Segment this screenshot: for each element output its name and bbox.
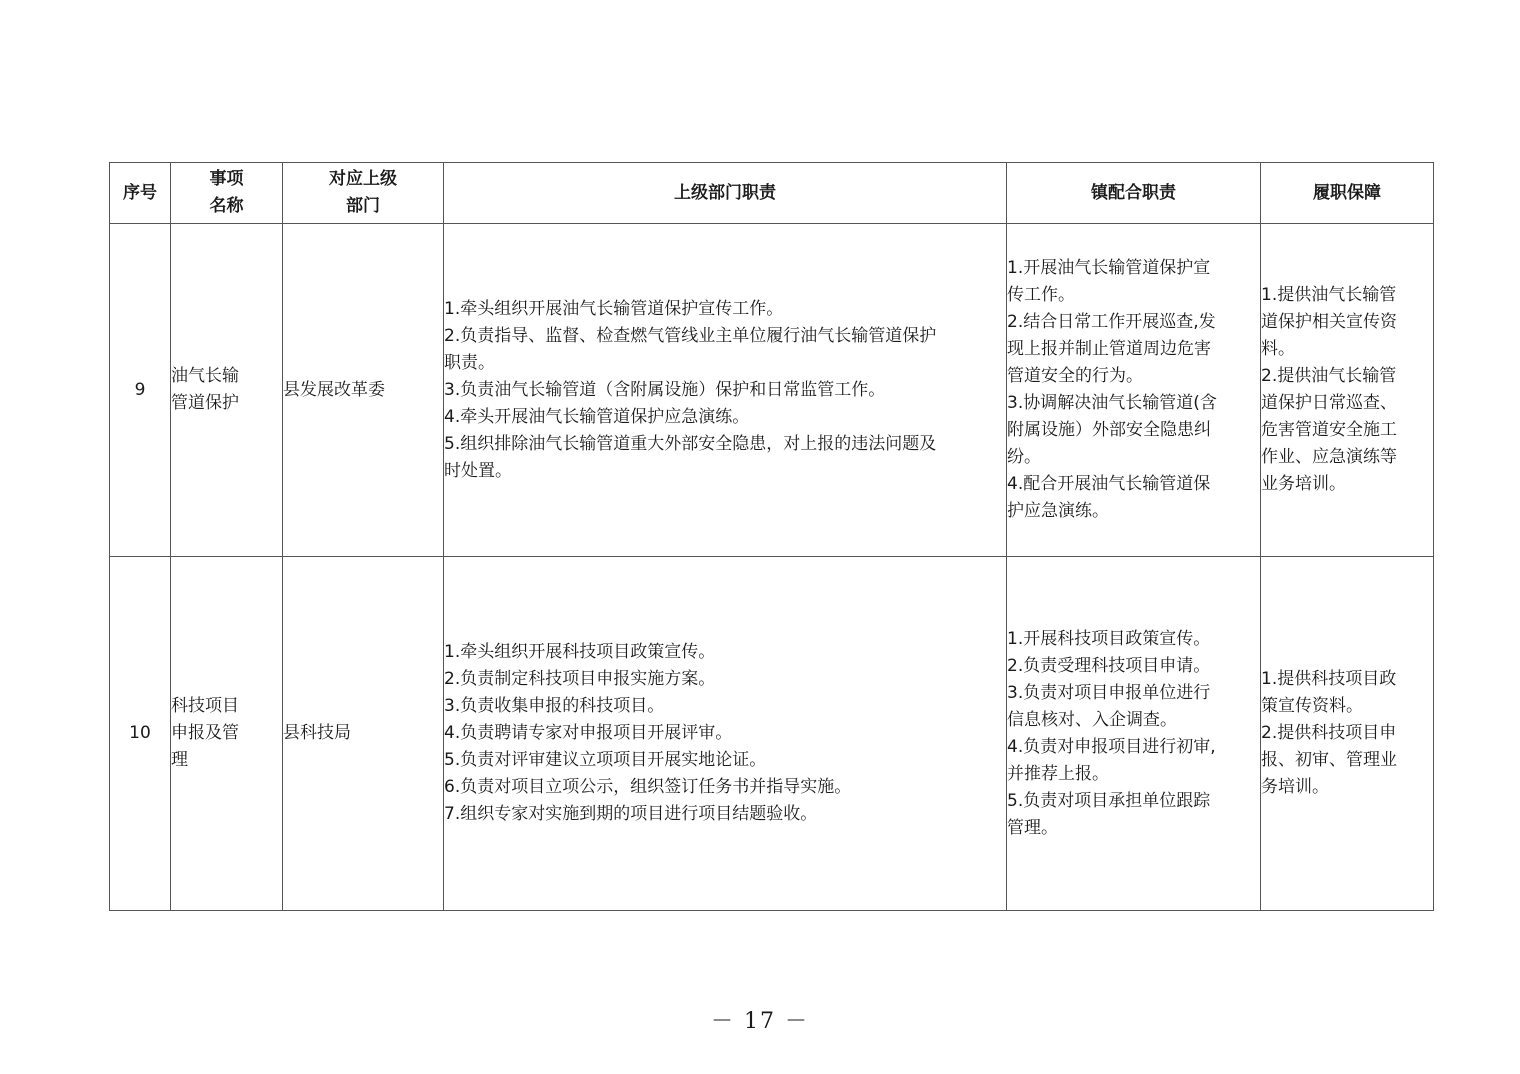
header-item-name-line: 名称 (209, 196, 244, 216)
duty-line: 2.提供科技项目申 (1261, 723, 1397, 743)
duty-line: 作业、应急演练等 (1261, 447, 1397, 467)
header-row (110, 163, 1434, 224)
item-name-line: 油气长输 (171, 366, 239, 386)
header-upper-dept (283, 163, 444, 224)
duty-line: 1.牵头组织开展油气长输管道保护宣传工作。 (444, 298, 784, 319)
header-guarantee: 履职保障 (1261, 163, 1434, 224)
duty-line: 策宣传资料。 (1261, 696, 1363, 716)
duty-line: 职责。 (444, 352, 495, 373)
duty-line: 料。 (1261, 339, 1295, 359)
duty-line: 2.负责受理科技项目申请。 (1007, 655, 1211, 676)
table-row (110, 557, 1434, 911)
duty-line: 并推荐上报。 (1007, 763, 1109, 784)
duty-line: 1.提供科技项目政 (1261, 669, 1397, 689)
duty-line: 报、初审、管理业 (1261, 750, 1397, 770)
header-item-name (171, 163, 283, 224)
duty-line: 4.牵头开展油气长输管道保护应急演练。 (444, 406, 750, 427)
town-duties-cell (1007, 557, 1261, 911)
upper-dept-cell: 县科技局 (283, 557, 444, 911)
town-duties-cell (1007, 224, 1261, 557)
duty-line: 3.协调解决油气长输管道(含 (1007, 393, 1217, 413)
header-town-duties: 镇配合职责 (1007, 163, 1261, 224)
duty-line: 5.组织排除油气长输管道重大外部安全隐患，对上报的违法问题及 (444, 433, 937, 454)
row-number: 9 (110, 224, 171, 557)
duty-line: 5.负责对评审建议立项项目开展实地论证。 (444, 750, 767, 770)
header-item-name-line: 事项 (209, 169, 244, 189)
item-name-cell (171, 224, 283, 557)
duty-line: 3.负责对项目申报单位进行 (1007, 682, 1211, 703)
upper-dept-cell: 县发展改革委 (283, 224, 444, 557)
header-no: 序号 (110, 163, 171, 224)
duty-line: 2.提供油气长输管 (1261, 366, 1397, 386)
duty-table (109, 162, 1434, 911)
duty-line: 1.开展油气长输管道保护宣 (1007, 258, 1211, 278)
header-upper-duties: 上级部门职责 (444, 163, 1007, 224)
duty-line: 管理。 (1007, 817, 1058, 838)
duty-line: 2.负责制定科技项目申报实施方案。 (444, 669, 716, 689)
item-name-line: 理 (171, 750, 188, 770)
duty-line: 时处置。 (444, 460, 512, 481)
duty-line: 6.负责对项目立项公示，组织签订任务书并指导实施。 (444, 777, 852, 797)
item-name-line: 科技项目 (171, 696, 239, 716)
duty-line: 管道安全的行为。 (1007, 366, 1143, 386)
item-name-line: 申报及管 (171, 723, 239, 743)
duty-line: 3.负责油气长输管道（含附属设施）保护和日常监管工作。 (444, 379, 886, 400)
page-number: － 17 － (711, 1009, 809, 1034)
row-number: 10 (110, 557, 171, 911)
item-name-cell (171, 557, 283, 911)
duty-line: 2.结合日常工作开展巡查,发 (1007, 312, 1216, 332)
item-name-line: 管道保护 (171, 393, 239, 413)
duty-line: 2.负责指导、监督、检查燃气管线业主单位履行油气长输管道保护 (444, 325, 937, 346)
duty-line: 护应急演练。 (1007, 501, 1109, 521)
upper-duties-cell (444, 557, 1007, 911)
duty-line: 5.负责对项目承担单位跟踪 (1007, 790, 1211, 811)
duty-line: 1.牵头组织开展科技项目政策宣传。 (444, 642, 716, 662)
guarantee-cell (1261, 224, 1434, 557)
duty-line: 传工作。 (1007, 285, 1075, 305)
duty-line: 道保护日常巡查、 (1261, 393, 1397, 413)
duty-line: 纷。 (1007, 447, 1041, 467)
duty-line: 业务培训。 (1261, 474, 1346, 494)
duty-line: 务培训。 (1261, 777, 1329, 797)
duty-line: 1.开展科技项目政策宣传。 (1007, 628, 1211, 649)
duty-line: 4.负责对申报项目进行初审, (1007, 736, 1216, 757)
guarantee-cell (1261, 557, 1434, 911)
table-row (110, 224, 1434, 557)
duty-line: 4.配合开展油气长输管道保 (1007, 474, 1211, 494)
header-upper-dept-line: 对应上级 (329, 169, 397, 189)
duty-line: 道保护相关宣传资 (1261, 312, 1397, 332)
duty-line: 附属设施）外部安全隐患纠 (1007, 420, 1211, 440)
duty-line: 1.提供油气长输管 (1261, 285, 1397, 305)
upper-duties-cell (444, 224, 1007, 557)
duty-line: 3.负责收集申报的科技项目。 (444, 696, 665, 716)
duty-line: 7.组织专家对实施到期的项目进行项目结题验收。 (444, 804, 818, 824)
duty-line: 现上报并制止管道周边危害 (1007, 339, 1211, 359)
duty-line: 4.负责聘请专家对申报项目开展评审。 (444, 723, 733, 743)
header-upper-dept-line: 部门 (346, 196, 380, 216)
duty-line: 危害管道安全施工 (1261, 420, 1397, 440)
duty-line: 信息核对、入企调查。 (1007, 709, 1177, 730)
